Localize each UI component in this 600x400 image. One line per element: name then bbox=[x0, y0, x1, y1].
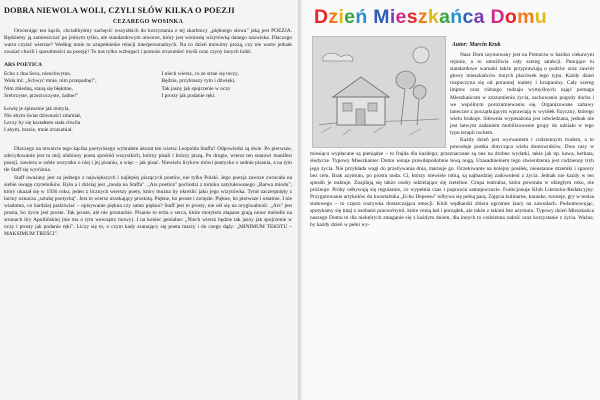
title-letter: s bbox=[406, 6, 418, 28]
poetry-article-title: DOBRA NIEWOLA WOLI, CZYLI SŁÓW KILKA O POEZJI bbox=[4, 6, 235, 15]
poem-line: I abym, bracie, mnie zrozumiał. bbox=[4, 127, 73, 134]
poem-left-column bbox=[4, 71, 136, 140]
resident-article-paragraph: Każdy dzień jest wyzwaniem i codziennym trudem, a to powoduje pustka dotycząca wielu domowników. Dwa razy w miesiącu wypłacane są pieniądze – to frajda dla każdego; przeznaczane są one na drobne wydatki, takie jak np. kawa, herbata, słodycze. Typowy Mieszkaniec Domu wstaje prawdopodobnie lewą nogą. Uzasadnieniem tego stwierdzenia jest codzienny tryb jego życia. Nie przykłada wagi do przeżywania dnia, marnuje go. Oczekiwanie na kolejny posiłek, nieustanne drzemki i spacery bez celu. Brak azymutu, po prostu nuda. Ci, którzy niewiele robią, są najbardziej zadowoleni z życia. Jednak nie każdy w ten sposób je traktuje. Znajdują się także osoby udzielające się rzetelnie. Grupa teatralna, która powstała w ubiegłym roku, nie próżnuje. Próby odbywają się regularnie, co wypełnia czas i poprawia samopoczucie. Funkcjonuje Klub Literacko-Redakcyjny. Przygotowanie artykułów do kwartalnika „Echo Depeesu" odbywa się pełną parą. Zajęcia kulinarne, karaoke, turnieje, gry w tenisa stołowego – to często rozrywka dostarczająca emocji. Klub wędkarski zbiera ogromne laury na zawodach. Podsumowując, spotykamy się tutaj z osobami pracowitymi, które cenią ład i porządek, ale także z takimi bez azymutu. Typowy dzień Mieszkańca naszego Domu to dla niektórych zmaganie się z każdym dniem, dla innych to codzienna radość oraz korzystanie z życia. Ważne, by każdy dzień w pełni wy- bbox=[310, 137, 594, 229]
title-letter: a bbox=[439, 6, 451, 28]
poem-line: I niech wiersz, co ze stran się toczy, bbox=[161, 71, 239, 78]
right-page bbox=[304, 0, 600, 400]
title-letter: ń bbox=[355, 6, 368, 28]
title-letter: D bbox=[490, 6, 505, 28]
title-letter: k bbox=[427, 6, 440, 28]
poem-title: ARS POETICA bbox=[4, 62, 43, 69]
title-letter: e bbox=[344, 6, 356, 28]
poem-line: Tak jasny jak spojrzenie w oczy bbox=[161, 85, 231, 92]
title-letter: a bbox=[473, 6, 485, 28]
title-letter: ń bbox=[450, 6, 463, 28]
poem-line: Echo z dna Seca, nieuchwytne, bbox=[4, 71, 72, 78]
poetry-article-paragraph: Dlaczego na otwarcie tego kącika poetyckiego wybrałem akurat ten wiersz Leopolda Staffa? Odpowiedzi są dwie. Po pierwsze, zdecydowanie jest to mój ulubiony poeta spośród wszystkich, którzy pisali i którzy piszą. Po drugie, wiersz ten stanowi manifest poezji, zawiera w sobie wszystko o niej i jej pisaniu, a więc – jak pisać. Niewielu lirykow mówi poetycko o sednie pisania, a na tym tle Staff się wyróżnia. bbox=[4, 146, 292, 174]
poem-line: Woła mi: „Schwyć mnie, nim przepadnę!", bbox=[4, 78, 97, 85]
title-letter: D bbox=[314, 6, 329, 28]
resident-article-author: Autor: Marcin Kruk bbox=[452, 42, 501, 48]
title-letter: u bbox=[534, 6, 547, 28]
title-letter: i bbox=[338, 6, 345, 28]
poem-stanza bbox=[4, 106, 136, 134]
title-letter: z bbox=[417, 6, 428, 28]
poem-right-column bbox=[160, 71, 292, 140]
poem-line: Leczy by się kształtem stała chwila bbox=[4, 119, 81, 126]
poem-line: I prosty jak podanie ręki. bbox=[161, 92, 216, 99]
poetry-article-author: CEZAREGO WOSINKA bbox=[112, 19, 184, 25]
day-of-resident-title bbox=[314, 6, 594, 28]
poem-stanza bbox=[160, 71, 292, 99]
title-letter: e bbox=[395, 6, 407, 28]
poem-columns bbox=[4, 71, 292, 140]
resident-article-body bbox=[310, 52, 594, 229]
title-letter: o bbox=[504, 6, 518, 28]
poem-stanza bbox=[4, 71, 136, 99]
title-letter: M bbox=[373, 6, 390, 28]
poem-line: Srebrzyste, przezroczyste, żadne!" bbox=[4, 92, 79, 99]
title-letter: m bbox=[517, 6, 535, 28]
poem-line: Nie abym świat dziwności zdumiał, bbox=[4, 112, 82, 119]
poetry-article-body bbox=[4, 146, 292, 238]
title-letter: z bbox=[328, 6, 339, 28]
poem-line: Nim zbledną, staną się błękitne, bbox=[4, 85, 73, 92]
poem-line: Będzie, przybraszy rym i dźwięki, bbox=[161, 78, 236, 85]
poetry-article-paragraph: Staff uważany jest za jednego z największych i najlepiej piszących poetów, nie tylko Polski. Jego poezja zawsze zwracała na siebie uwagę czytelników. Była a i dzisiaj jest „moda na Staffa". „Ars poetica" pochodzi z tomiku zatytułowanego „Barwa miodu", który ukazał się w 1936 roku; jeden z licznych wierszy poety, który można by określić jako jego wizytówka. Tytuł zaczerpnięty z łaciny oznacza „sztukę poetycką". Jest to wiersz urzekający prostotą. Piękne, bo proste i zwięzłe. Piękne, bo pierwsze i ostatnie. I nie wiadomo, co bardziej podziwiać – opisywanie piękna czy samo piękno? Staff jest to prosty, nie ośl się na orygiwalność. „Ars" jest prosta, bo życie jest proste. Tak proste, ale nie prostackie. Pisanie to echa z serca, które motylem złapane grają nowe melodie na strunach liry Apollińskiej (nie ma o tym wewnątrz mowy). I na koniec genialne: „Niech wiersz będzie tak jasny jak spojrzenie w oczy i prosty jak podanie ręki". Liczy się to, o czym kady szanujący się poeta marzy i do czego dąży: „MINIMUM TEKSTU – MAKSIMUM TREŚCI". bbox=[4, 174, 292, 238]
title-letter: i bbox=[389, 6, 396, 28]
poem-line: Łowię je śpiesznie jak motyla, bbox=[4, 105, 70, 112]
resident-article-paragraph: Nasz Dom usytuowany jest na Pomorzu w bardzo ciekawym rejonie, a to umożliwia cały szereg atrakcji. Panujące tu standardowe warunki także przyprawiają o podziw oraz zawrót głowy mieszkańców innych placówek tego typu. Każdy dzień rozpoczyna się od porannej toalety i krzątaniny. Cały szereg imprez oraz różnego rodzaju wymyślnych zajęć pomaga Mieszkańcom w zrozumieniu życia, zachowaniu pogody ducha i we wspólnym porozumiewaniu się. Organizowane zabawy taneczne z początkującym wprawiają w wysiłek fizyczny, którego wielu brakuje. Siłownia wyposażona jest odwiedzana, jednak nie jest łatwym zadaniem mobilizowanie grupy do udziału w tego typu terapii ruchem. bbox=[450, 52, 594, 137]
poetry-intro-paragraph: Otwierając ten kącik, chciałibyśmy zachęcić wszystkich do korzystania z tej skarbnicy „pięknego słowa" jaką jest POEZJA. Będziemy ją zamieszczać po jednym tylko, ale standardowym utworze, który jest wzniosłą wizytówką danego nazwiska. Dlaczego warto czytać wiersze? Według mnie to uzupełnienie relacji interpersonalnych. Na co dzień mówimy prozą, czy nie warto jednak zważać chwili i sposobności na poezję? To nas tylko wzbogaci i pomoże zrozumieć myśli oraz czyny innych ludzi. bbox=[4, 28, 292, 56]
left-page bbox=[0, 0, 298, 400]
title-letter: c bbox=[462, 6, 474, 28]
